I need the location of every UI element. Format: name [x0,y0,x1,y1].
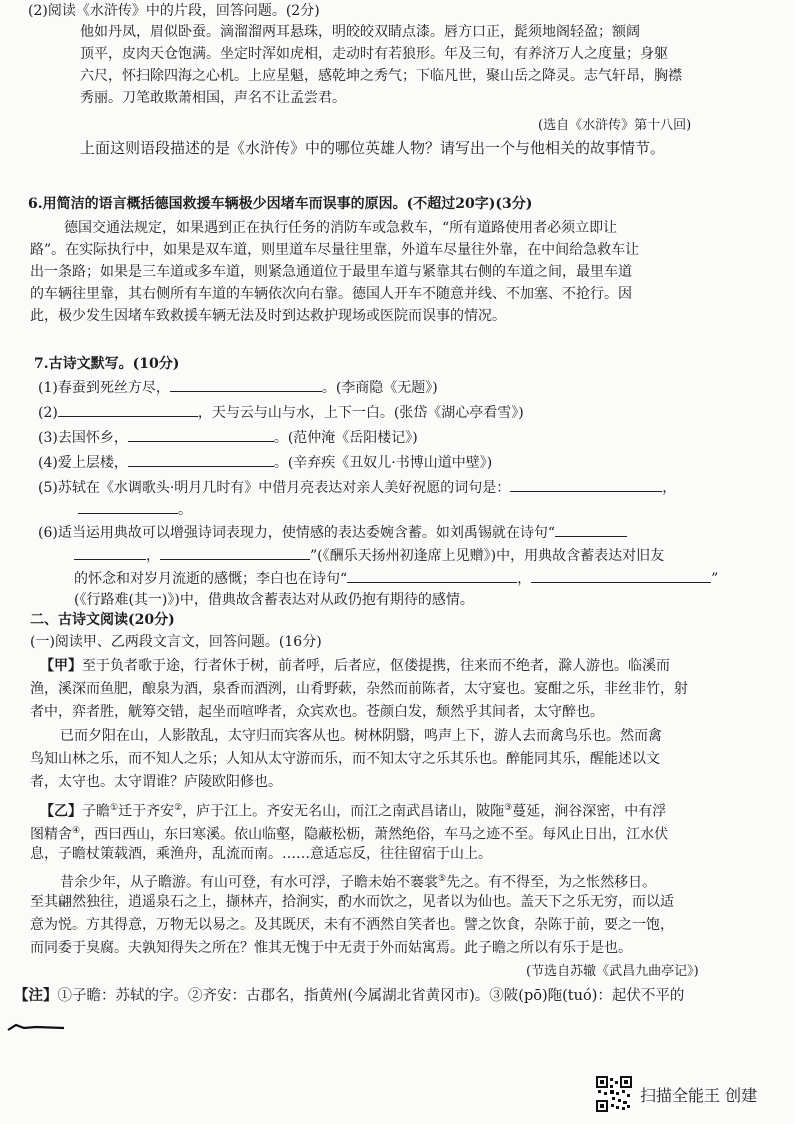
jia-line: 者，太守也。太守谓谁？庐陵欧阳修也。 [30,774,282,790]
jia-line: 者中，弈者胜，觥筹交错，起坐而喧哗者，众宾欢也。苍颜白发，颓然乎其间者，太守醉也。 [30,704,604,720]
q5-2-question: 上面这则语段描述的是《水浒传》中的哪位英雄人物？请写出一个与他相关的故事情节。 [80,139,666,157]
yi-line: 【乙】子瞻①迁于齐安②，庐于江上。齐安无名山，而江之南武昌诸山，陂陁③蔓延，涧谷深密，中有浮 [40,803,667,820]
answer-blank[interactable] [128,427,274,442]
pen-mark [6,1022,66,1032]
q5-2-passage-line: 秀丽。刀笔敢欺萧相国，声名不让孟尝君。 [80,90,346,106]
jia-line: 已而夕阳在山，人影散乱，太守归而宾客从也。树林阴翳，鸣声上下，游人去而禽鸟乐也。然而禽 [60,728,662,744]
q7-item-6-line4: (《行路难(其一)》)中，借典故含蓄表达对从政仍抱有期待的感情。 [74,592,474,608]
q5-2-passage-line: 六尺，怀扫除四海之心机。上应星魁，感乾坤之秀气；下临凡世，聚山岳之降灵。志气轩昂，胸襟 [80,68,682,84]
q7-item-5: (5)苏轼在《水调歌头·明月几时有》中借月亮表达对亲人美好祝愿的词句是： ， [38,477,676,498]
q7-item-6-line3: 的怀念和对岁月流逝的感慨；李白也在诗句“ ， ” [74,568,718,589]
jia-label: 【甲】 [40,658,82,674]
note-line: 【注】①子瞻：苏轼的字。②齐安：古郡名，指黄州(今属湖北省黄冈市)。③陂(pō)陁(tuó)：起伏不平的 [14,987,685,1004]
answer-blank[interactable] [347,568,517,583]
section-2-title: 二、古诗文阅读(20分) [30,612,175,628]
q7-prompt: 7.古诗文默写。(10分) [34,356,180,372]
jia-line: 渔，溪深而鱼肥，酿泉为酒，泉香而酒洌，山肴野蔌，杂然而前陈者，太守宴也。宴酣之乐，非丝非竹，射 [30,681,688,697]
yi-line: 意为悦。方其得意，万物无以易之。及其既厌，未有不洒然自笑者也。譬之饮食，杂陈于前，要之一饱， [30,917,674,933]
q7-item-3: (3)去国怀乡， 。(范仲淹《岳阳楼记》) [38,427,418,448]
yi-line: 至其翩然独往，逍遥泉石之上，撷林卉，拾涧实，酌水而饮之，见者以为仙也。盖天下之乐无穷，而以适 [30,894,674,910]
scanner-brand-label: 扫描全能王 创建 [640,1086,758,1105]
q6-prompt: 6.用简洁的语言概括德国救援车辆极少因堵车而误事的原因。(不超过20字)(3分) [28,196,533,212]
q7-item-1: (1)春蚕到死丝方尽， 。(李商隐《无题》) [38,377,438,398]
q7-item-5-cont: 。 [78,499,192,520]
yi-line: 而同委于臭腐。夫孰知得失之所在？惟其无愧于中无责于外而姑寓焉。此子瞻之所以有乐于是也。 [30,940,632,956]
answer-blank[interactable] [555,522,627,537]
yi-line: 息，子瞻杖策载酒，乘渔舟，乱流而南。……意适忘反，往往留宿于山上。 [30,846,492,862]
q6-passage-line: 路”。在实际执行中，如果是双车道，则里道车尽量往里靠，外道车尽量往外靠，在中间给急救车让 [30,242,640,258]
q6-passage-line: 德国交通法规定，如果遇到正在执行任务的消防车或急救车，“所有道路使用者必须立即让 [64,220,618,236]
answer-blank[interactable] [531,568,711,583]
answer-blank[interactable] [58,402,198,417]
jia-line: 【甲】至于负者歌于途，行者休于树，前者呼，后者应，伛偻提携，往来而不绝者，滁人游也。临溪而 [40,658,670,674]
yi-line: 昔余少年，从子瞻游。有山可登，有水可浮，子瞻未始不褰裳⑤先之。有不得至，为之怅然移日。 [60,874,657,891]
note-label: 【注】 [14,987,58,1004]
answer-blank[interactable] [510,477,662,492]
answer-blank[interactable] [128,452,274,467]
q5-2-passage-line: 他如丹凤，眉似卧蚕。滴溜溜两耳悬珠，明皎皎双睛点漆。唇方口正，髭须地阁轻盈；额阔 [80,24,640,40]
q7-item-4: (4)爱上层楼， 。(辛弃疾《丑奴儿·书博山道中壁》) [38,452,492,473]
q6-passage-line: 此，极少发生因堵车致救援车辆无法及时到达救护现场或医院而误事的情况。 [30,308,506,324]
qr-code-icon [596,1076,632,1112]
jia-line: 鸟知山林之乐，而不知人之乐；人知从太守游而乐，而不知太守之乐其乐也。醉能同其乐，醒能述以文 [30,751,660,767]
answer-blank[interactable] [170,377,322,392]
yi-line: 图精舍④，西曰西山，东曰寒溪。依山临壑，隐蔽松枥，萧然绝俗，车马之迹不至。每风止日出，江水伏 [30,826,669,843]
q5-2-source: (选自《水浒传》第十八回) [538,118,692,133]
yi-source: (节选自苏辙《武昌九曲亭记》) [526,964,699,979]
section-2-sub: (一)阅读甲、乙两段文言文，回答问题。(16分) [30,634,322,650]
answer-blank[interactable] [160,545,310,560]
q7-item-6-line1: (6)适当运用典故可以增强诗词表现力，使情感的表达委婉含蓄。如刘禹锡就在诗句“ [38,522,627,543]
yi-label: 【乙】 [40,803,82,820]
q7-item-2: (2) ，天与云与山与水，上下一白。(张岱《湖心亭看雪》) [38,402,524,423]
q7-item-6-line2: ， ”(《酬乐天扬州初逢席上见赠》)中，用典故含蓄表达对旧友 [74,545,664,566]
answer-blank[interactable] [74,545,146,560]
q6-passage-line: 的车辆往里靠，其右侧所有车道的车辆依次向右靠。德国人开车不随意并线、不加塞、不抢行。因 [30,286,632,302]
q5-2-passage-line: 顶平，皮肉天仓饱满。坐定时浑如虎相，走动时有若狼形。年及三旬，有养济万人之度量；身躯 [80,46,668,62]
answer-blank[interactable] [78,499,178,514]
q6-passage-line: 出一条路；如果是三车道或多车道，则紧急通道位于最里车道与紧靠其右侧的车道之间，最里车道 [30,264,632,280]
q5-2-prompt: (2)阅读《水浒传》中的片段，回答问题。(2分) [28,3,320,19]
